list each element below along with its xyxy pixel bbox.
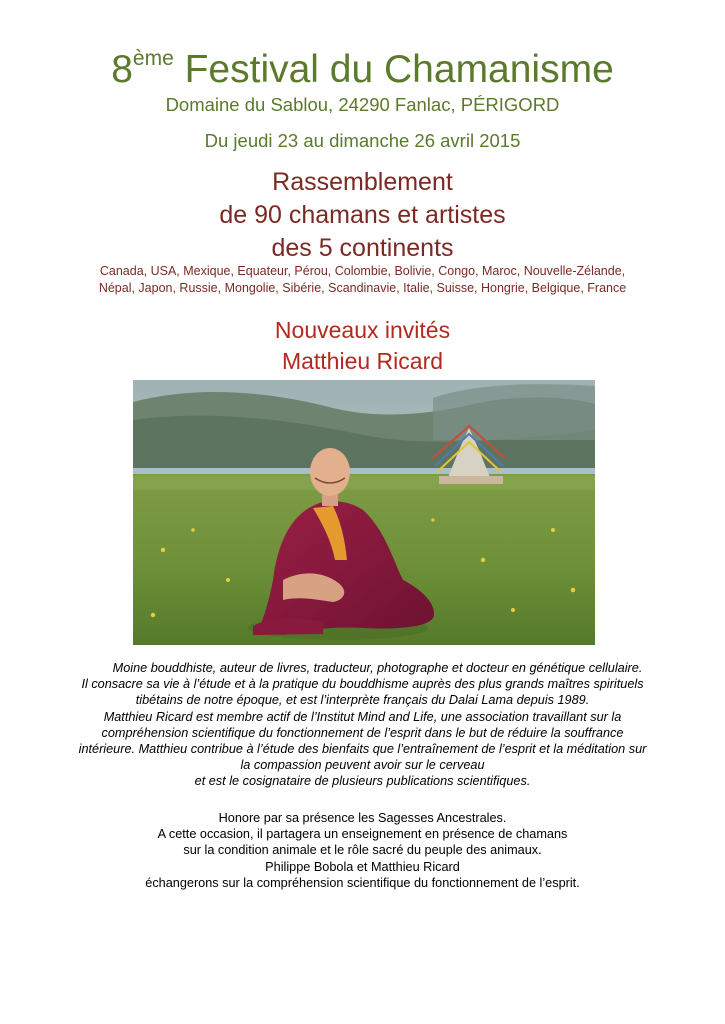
- closing-line-3: sur la condition animale et le rôle sacré du peuple des animaux.: [183, 843, 542, 858]
- gathering-line: des 5 continents: [271, 234, 454, 262]
- closing-section: [0, 810, 725, 891]
- bio-line: Moine bouddhiste, auteur de livres, traducteur, photographe et docteur en génétique cellulaire.: [112, 661, 643, 675]
- new-guests-heading: [0, 315, 725, 377]
- gathering-heading: [0, 166, 725, 265]
- closing-line-5: échangerons sur la compréhension scientifique du fonctionnement de l’esprit.: [145, 875, 580, 890]
- guest-name: Matthieu Ricard: [281, 348, 444, 374]
- bio-line: et est le cosignataire de plusieurs publications scientifiques.: [194, 774, 531, 789]
- country-list: [0, 263, 725, 296]
- bio-line: compréhension scientifique du fonctionnement de l’esprit dans le but de réduire la souffrance: [101, 725, 624, 740]
- festival-location: Domaine du Sablou, 24290 Fanlac, PÉRIGORD: [165, 94, 560, 115]
- closing-line-1: Honore par sa présence les Sagesses Ancestrales.: [218, 811, 507, 825]
- gathering-line: de 90 chamans et artistes: [219, 201, 506, 229]
- festival-dates: Du jeudi 23 au dimanche 26 avril 2015: [204, 130, 521, 151]
- bio-line: la compassion peuvent avoir sur le cerveau: [240, 758, 485, 773]
- gathering-line: Rassemblement: [272, 168, 453, 196]
- bio-line: Il consacre sa vie à l’étude et à la pratique du bouddhisme auprès des plus grands maîtres spirituels: [81, 677, 644, 692]
- bio-line: tibétains de notre époque, et est l’interprète français du Dalai Lama depuis 1989.: [135, 693, 590, 708]
- closing-line-2: A cette occasion, il partagera un enseignement en présence de chamans: [157, 827, 568, 842]
- guest-biography: [0, 660, 725, 790]
- bio-line: Matthieu Ricard est membre actif de l’Institut Mind and Life, une association travaillant sur la: [103, 709, 622, 724]
- country-line: Canada, USA, Mexique, Equateur, Pérou, Colombie, Bolivie, Congo, Maroc, Nouvelle-Zélande,: [99, 264, 626, 278]
- closing-line-4: Philippe Bobola et Matthieu Ricard: [265, 859, 460, 874]
- guest-photo: [133, 380, 595, 645]
- title-ordinal: 8: [111, 48, 133, 91]
- guests-label: Nouveaux invités: [274, 317, 451, 343]
- festival-title: [0, 48, 725, 92]
- title-main: Festival du Chamanisme: [173, 48, 614, 91]
- title-superscript: ème: [132, 47, 174, 70]
- country-line: Népal, Japon, Russie, Mongolie, Sibérie, Scandinavie, Italie, Suisse, Hongrie, Belgique, France: [98, 280, 627, 295]
- bio-line: intérieure. Matthieu contribue à l’étude des bienfaits que l’entraînement de l’esprit et la méditation sur: [78, 742, 647, 757]
